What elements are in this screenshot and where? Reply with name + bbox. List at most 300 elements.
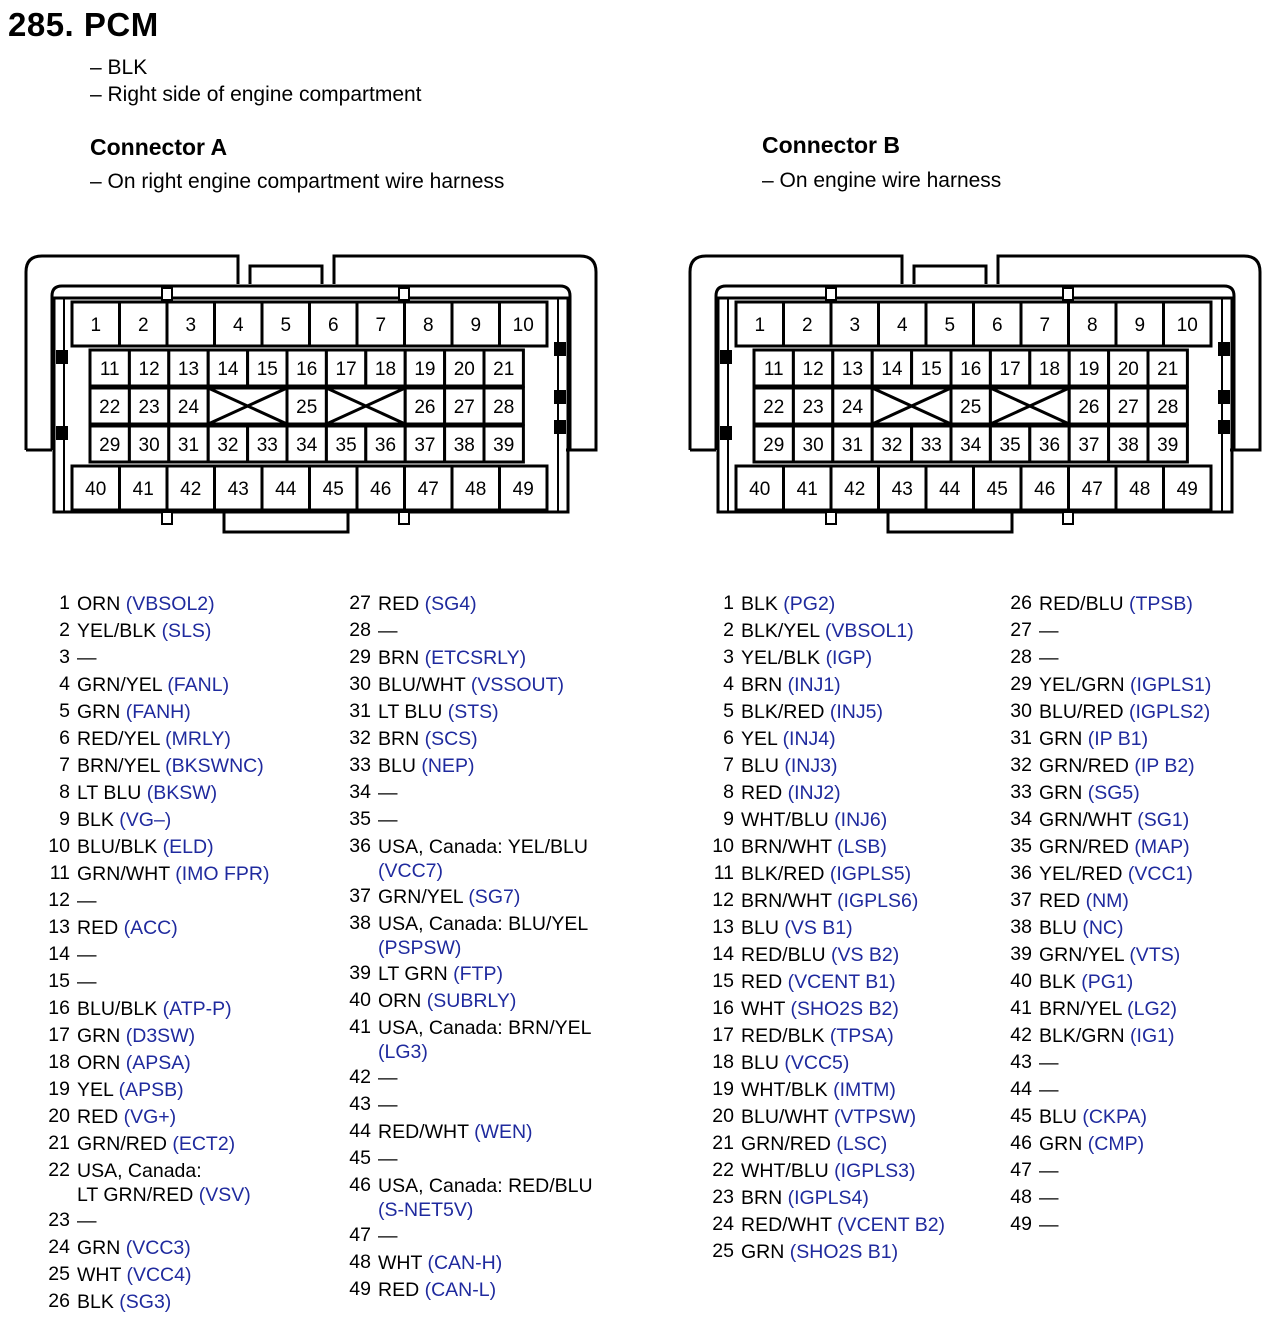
pin-description: [741, 1103, 916, 1129]
cavity-label: 24: [841, 397, 864, 418]
wire-color: —: [378, 809, 398, 831]
cavity-label: 21: [1157, 359, 1179, 380]
wire-color: WHT: [77, 1264, 122, 1286]
pin-row: [340, 1276, 593, 1303]
wire-color: —: [378, 1148, 398, 1170]
cavity-label: 34: [296, 435, 318, 456]
cavity-label: 44: [275, 479, 297, 500]
signal-name: (ETCSRLY): [424, 647, 527, 669]
pin-description: [1039, 806, 1189, 832]
pin-description: [741, 752, 837, 778]
signal-name: (IGPLS3): [834, 1160, 916, 1182]
wire-color: RED: [1039, 890, 1081, 912]
signal-name: (FANH): [125, 701, 191, 723]
cavity-label: 49: [1176, 479, 1198, 500]
pin-number: 8: [59, 781, 70, 803]
signal-name: (ELD): [162, 836, 214, 858]
wire-color: WHT: [378, 1252, 423, 1274]
pin-row: [340, 1014, 593, 1064]
pin-number: 41: [349, 1016, 371, 1038]
note-location: – Right side of engine compartment: [90, 83, 422, 106]
wire-color: GRN/YEL: [378, 886, 463, 908]
cavity-label: 26: [1078, 397, 1100, 418]
pin-number: 47: [349, 1224, 371, 1246]
pin-description: [1039, 698, 1210, 724]
signal-name: (MRLY): [165, 728, 231, 750]
signal-name: (VBSOL2): [125, 593, 215, 615]
pin-row: [340, 1091, 593, 1118]
wire-color: —: [1039, 1079, 1059, 1101]
cavity-label: 16: [296, 359, 318, 380]
cavity-label: 2: [137, 315, 149, 336]
cavity-label: 43: [227, 479, 249, 500]
pin-description: [378, 725, 478, 751]
pin-row: [340, 987, 593, 1014]
pin-row: [340, 883, 593, 910]
connector-latch: [250, 266, 322, 284]
wire-color: RED/BLK: [741, 1025, 825, 1047]
pin-number: 18: [712, 1051, 734, 1073]
pin-description: [378, 1064, 398, 1090]
pin-number: 20: [48, 1105, 70, 1127]
pin-description: [77, 698, 191, 724]
cavity-label: 10: [1176, 315, 1198, 336]
pin-number: 44: [1010, 1078, 1032, 1100]
pin-description: [741, 995, 899, 1021]
wire-color: BLK/GRN: [1039, 1025, 1125, 1047]
cavity-label: 41: [132, 479, 154, 500]
pin-description: [378, 806, 398, 832]
signal-name: (FANL): [167, 674, 230, 696]
pin-description: [77, 941, 97, 967]
pin-description: [741, 1076, 896, 1102]
signal-name: (APSA): [125, 1052, 191, 1074]
pin-row: [40, 1076, 269, 1103]
pin-number: 46: [349, 1174, 371, 1196]
pin-description: [77, 1157, 251, 1207]
pin-number: 35: [1010, 835, 1032, 857]
wire-color: GRN: [741, 1241, 785, 1263]
signal-name: (VBSOL1): [824, 620, 914, 642]
cavity-label: 8: [422, 315, 434, 336]
pin-number: 19: [712, 1078, 734, 1100]
connector-a-pin-list-col1: [40, 590, 269, 1315]
cavity-label: 12: [138, 359, 160, 380]
pin-description: [77, 590, 215, 616]
cavity-label: 45: [322, 479, 344, 500]
wire-color: RED: [378, 1279, 420, 1301]
wire-color: BRN: [378, 647, 420, 669]
signal-name: (SG5): [1087, 782, 1140, 804]
wire-color: WHT: [741, 998, 786, 1020]
wire-color: BLK/YEL: [741, 620, 820, 642]
cavity-label: 29: [763, 435, 785, 456]
pin-row: [40, 698, 269, 725]
wire-color: GRN: [77, 1237, 121, 1259]
pin-description: [741, 1049, 849, 1075]
pin-row: [340, 833, 593, 883]
pin-description: [741, 725, 836, 751]
pin-description: [77, 995, 232, 1021]
connector-side-key: [554, 420, 566, 434]
signal-name: (IG1): [1130, 1025, 1175, 1047]
pin-number: 43: [1010, 1051, 1032, 1073]
cavity-label: 39: [1157, 435, 1179, 456]
signal-name: (FTP): [453, 963, 503, 985]
pin-description: [1039, 752, 1195, 778]
pin-number: 28: [1010, 646, 1032, 668]
pin-row: [705, 1157, 945, 1184]
pin-row: [340, 779, 593, 806]
cavity-label: 28: [1157, 397, 1179, 418]
connector-post: [162, 288, 172, 300]
pin-description: [378, 1249, 502, 1275]
pin-market-note: USA, Canada: BRN/YEL: [378, 1017, 592, 1039]
wire-color: —: [1039, 647, 1059, 669]
wire-color: —: [77, 944, 97, 966]
signal-name: (VCC7): [378, 860, 444, 882]
pin-row: [1003, 779, 1211, 806]
pin-row: [40, 860, 269, 887]
pin-number: 30: [349, 673, 371, 695]
pin-row: [1003, 1022, 1211, 1049]
wire-color: RED: [378, 593, 420, 615]
pin-description: [378, 1118, 533, 1144]
cavity-label: 19: [1078, 359, 1100, 380]
wire-color: GRN/WHT: [77, 863, 170, 885]
wire-color: RED: [741, 971, 783, 993]
wire-color: RED/WHT: [378, 1121, 469, 1143]
connector-post: [399, 288, 409, 300]
signal-name: (LG2): [1127, 998, 1178, 1020]
wire-color: —: [378, 1067, 398, 1089]
cavity-label: 36: [1038, 435, 1061, 456]
pin-number: 31: [1010, 727, 1032, 749]
pin-description: [1039, 1049, 1059, 1075]
pin-description: [1039, 590, 1193, 616]
wire-color: —: [1039, 1214, 1059, 1236]
pin-number: 23: [48, 1209, 70, 1231]
pin-row: [340, 752, 593, 779]
signal-name: (IP B1): [1087, 728, 1149, 750]
cavity-label: 34: [960, 435, 982, 456]
cavity-label: 41: [796, 479, 818, 500]
pin-number: 1: [59, 592, 70, 614]
signal-name: (IGPLS1): [1130, 674, 1212, 696]
signal-name: (SG7): [468, 886, 521, 908]
pin-description: [741, 644, 872, 670]
pin-description: [1039, 1211, 1059, 1237]
pin-row: [1003, 698, 1211, 725]
pin-description: [77, 1049, 191, 1075]
pin-row: [1003, 671, 1211, 698]
wire-color: BLU/RED: [1039, 701, 1124, 723]
wire-color: RED/BLU: [741, 944, 826, 966]
pin-number: 25: [48, 1263, 70, 1285]
pin-row: [705, 752, 945, 779]
pin-number: 29: [349, 646, 371, 668]
wire-color: BLU: [741, 755, 779, 777]
cavity-label: 40: [85, 479, 107, 500]
cavity-label: 9: [470, 315, 482, 336]
pin-row: [705, 806, 945, 833]
wire-color: YEL: [741, 728, 778, 750]
connector-post: [399, 512, 409, 524]
pin-number: 39: [349, 962, 371, 984]
pin-description: [741, 833, 887, 859]
pin-number: 42: [1010, 1024, 1032, 1046]
pin-description: [741, 1238, 898, 1264]
cavity-label: 8: [1086, 315, 1098, 336]
connector-post: [162, 512, 172, 524]
pin-row: [40, 1234, 269, 1261]
cavity-label: 15: [256, 359, 278, 380]
pin-number: 44: [349, 1120, 371, 1142]
pin-row: [40, 914, 269, 941]
cavity-label: 4: [232, 315, 244, 336]
cavity-label: 42: [844, 479, 866, 500]
wire-color: —: [1039, 1187, 1059, 1209]
wire-color: —: [1039, 620, 1059, 642]
pin-description: [378, 752, 474, 778]
pin-number: 43: [349, 1093, 371, 1115]
wire-color: BLK: [77, 809, 114, 831]
cavity-label: 27: [453, 397, 475, 418]
pin-description: [741, 968, 896, 994]
pin-description: [378, 910, 588, 960]
pin-number: 24: [48, 1236, 70, 1258]
pin-number: 27: [349, 592, 371, 614]
cavity-label: 38: [453, 435, 475, 456]
cavity-label: 22: [99, 397, 121, 418]
pin-row: [705, 941, 945, 968]
wire-color: WHT/BLK: [741, 1079, 828, 1101]
wire-color: ORN: [77, 1052, 121, 1074]
pin-description: [77, 806, 171, 832]
pin-row: [340, 960, 593, 987]
pin-row: [705, 1022, 945, 1049]
wire-color: GRN/RED: [741, 1133, 831, 1155]
wire-color: BLK: [741, 593, 778, 615]
pin-row: [1003, 1103, 1211, 1130]
pin-row: [40, 833, 269, 860]
cavity-label: 6: [327, 315, 339, 336]
wire-color: GRN/RED: [1039, 836, 1129, 858]
pin-number: 4: [723, 673, 734, 695]
pin-row: [40, 752, 269, 779]
pin-row: [40, 887, 269, 914]
pin-row: [1003, 1184, 1211, 1211]
pin-row: [340, 910, 593, 960]
signal-name: (IP B2): [1134, 755, 1195, 777]
connector-bottom-latch: [888, 512, 1012, 532]
pin-number: 45: [349, 1147, 371, 1169]
pin-description: [77, 1234, 191, 1260]
pin-number: 47: [1010, 1159, 1032, 1181]
pin-number: 40: [1010, 970, 1032, 992]
cavity-label: 26: [414, 397, 436, 418]
pin-number: 5: [723, 700, 734, 722]
pin-row: [40, 725, 269, 752]
connector-side-key: [554, 390, 566, 404]
pin-description: [741, 671, 841, 697]
cavity-label: 19: [414, 359, 436, 380]
pin-row: [1003, 941, 1211, 968]
connector-bottom-latch: [224, 512, 348, 532]
cavity-label: 35: [999, 435, 1021, 456]
wire-color: BRN: [741, 1187, 783, 1209]
cavity-label: 49: [512, 479, 534, 500]
wire-color: —: [378, 1225, 398, 1247]
pin-description: [77, 617, 211, 643]
pin-description: [1039, 1076, 1059, 1102]
wire-color: BRN/YEL: [77, 755, 160, 777]
wire-color: —: [77, 647, 97, 669]
wire-color: GRN/RED: [77, 1133, 167, 1155]
pin-row: [340, 590, 593, 617]
pin-row: [705, 725, 945, 752]
signal-name: (S-NET5V): [378, 1199, 474, 1221]
cavity-label: 28: [493, 397, 515, 418]
cavity-label: 1: [90, 315, 102, 336]
pin-row: [40, 1049, 269, 1076]
pin-row: [340, 1145, 593, 1172]
pin-description: [741, 887, 918, 913]
wire-color: —: [1039, 1052, 1059, 1074]
pin-description: [741, 1157, 915, 1183]
pin-row: [40, 1288, 269, 1315]
pin-row: [40, 1103, 269, 1130]
pin-number: 8: [723, 781, 734, 803]
pin-description: [77, 1103, 176, 1129]
wire-color: —: [77, 890, 97, 912]
pin-row: [1003, 995, 1211, 1022]
pin-number: 24: [712, 1213, 734, 1235]
pin-row: [40, 779, 269, 806]
signal-name: (VCENT B1): [787, 971, 896, 993]
pin-description: [741, 941, 899, 967]
signal-name: (TPSB): [1128, 593, 1193, 615]
pin-number: 41: [1010, 997, 1032, 1019]
cavity-label: 35: [335, 435, 357, 456]
cavity-label: 21: [493, 359, 515, 380]
pin-row: [40, 1130, 269, 1157]
pin-number: 21: [48, 1132, 70, 1154]
pin-description: [77, 779, 217, 805]
pin-description: [77, 644, 97, 670]
signal-name: (SG3): [119, 1291, 172, 1313]
wire-color: RED: [77, 1106, 119, 1128]
signal-name: (STS): [447, 701, 499, 723]
signal-name: (VS B2): [830, 944, 900, 966]
signal-name: (TPSA): [829, 1025, 894, 1047]
pin-description: [378, 1014, 592, 1064]
pin-description: [77, 752, 264, 778]
signal-name: (VG+): [123, 1106, 177, 1128]
wire-color: BLU/WHT: [741, 1106, 829, 1128]
pin-number: 40: [349, 989, 371, 1011]
pin-row: [340, 725, 593, 752]
connector-a-title: Connector A: [90, 134, 228, 160]
pin-number: 15: [48, 970, 70, 992]
wire-color: BLK/RED: [741, 863, 825, 885]
signal-name: (PSPSW): [378, 937, 462, 959]
pin-row: [1003, 1130, 1211, 1157]
pin-number: 2: [59, 619, 70, 641]
signal-name: (VG–): [119, 809, 172, 831]
pin-number: 27: [1010, 619, 1032, 641]
cavity-label: 7: [375, 315, 387, 336]
cavity-label: 47: [1081, 479, 1103, 500]
cavity-label: 5: [280, 315, 292, 336]
pin-number: 37: [349, 885, 371, 907]
cavity-label: 39: [493, 435, 515, 456]
signal-name: (NC): [1082, 917, 1124, 939]
pin-description: [378, 779, 398, 805]
cavity-label: 5: [944, 315, 956, 336]
wire-color: BLU: [741, 1052, 779, 1074]
signal-name: (VSV): [198, 1184, 251, 1206]
pin-number: 14: [48, 943, 70, 965]
pin-row: [705, 671, 945, 698]
pin-description: [1039, 671, 1211, 697]
wire-color: WHT/BLU: [741, 809, 829, 831]
pin-row: [40, 590, 269, 617]
pin-row: [40, 968, 269, 995]
pin-row: [340, 1222, 593, 1249]
signal-name: (CKPA): [1082, 1106, 1148, 1128]
cavity-label: 33: [920, 435, 942, 456]
connector-post: [1063, 288, 1073, 300]
signal-name: (VCC1): [1127, 863, 1193, 885]
pin-description: [378, 833, 588, 883]
signal-name: (ECT2): [172, 1133, 236, 1155]
pin-row: [340, 1064, 593, 1091]
pin-number: 45: [1010, 1105, 1032, 1127]
pin-row: [40, 995, 269, 1022]
wire-color: —: [378, 1094, 398, 1116]
pin-description: [1039, 617, 1059, 643]
cavity-label: 38: [1117, 435, 1139, 456]
pin-number: 26: [1010, 592, 1032, 614]
pin-number: 49: [349, 1278, 371, 1300]
signal-name: (SG1): [1137, 809, 1190, 831]
wire-color: —: [77, 1210, 97, 1232]
pin-number: 6: [723, 727, 734, 749]
pin-row: [40, 941, 269, 968]
signal-name: (APSB): [118, 1079, 184, 1101]
pin-description: [741, 1211, 945, 1237]
signal-name: (IGPLS6): [837, 890, 919, 912]
pin-description: [741, 698, 883, 724]
signal-name: (INJ6): [834, 809, 888, 831]
signal-name: (VCC5): [784, 1052, 850, 1074]
connector-b-pin-list-col1: [705, 590, 945, 1265]
pin-number: 30: [1010, 700, 1032, 722]
pin-number: 20: [712, 1105, 734, 1127]
wire-color: BRN/YEL: [1039, 998, 1122, 1020]
pin-row: [40, 806, 269, 833]
cavity-label: 14: [881, 359, 903, 380]
connector-a-diagram: [22, 250, 602, 540]
pin-row: [705, 1130, 945, 1157]
pin-number: 7: [723, 754, 734, 776]
cavity-label: 30: [138, 435, 160, 456]
pin-row: [340, 617, 593, 644]
cavity-label: 18: [374, 359, 397, 380]
pin-number: 32: [349, 727, 371, 749]
connector-b-title: Connector B: [762, 132, 900, 158]
